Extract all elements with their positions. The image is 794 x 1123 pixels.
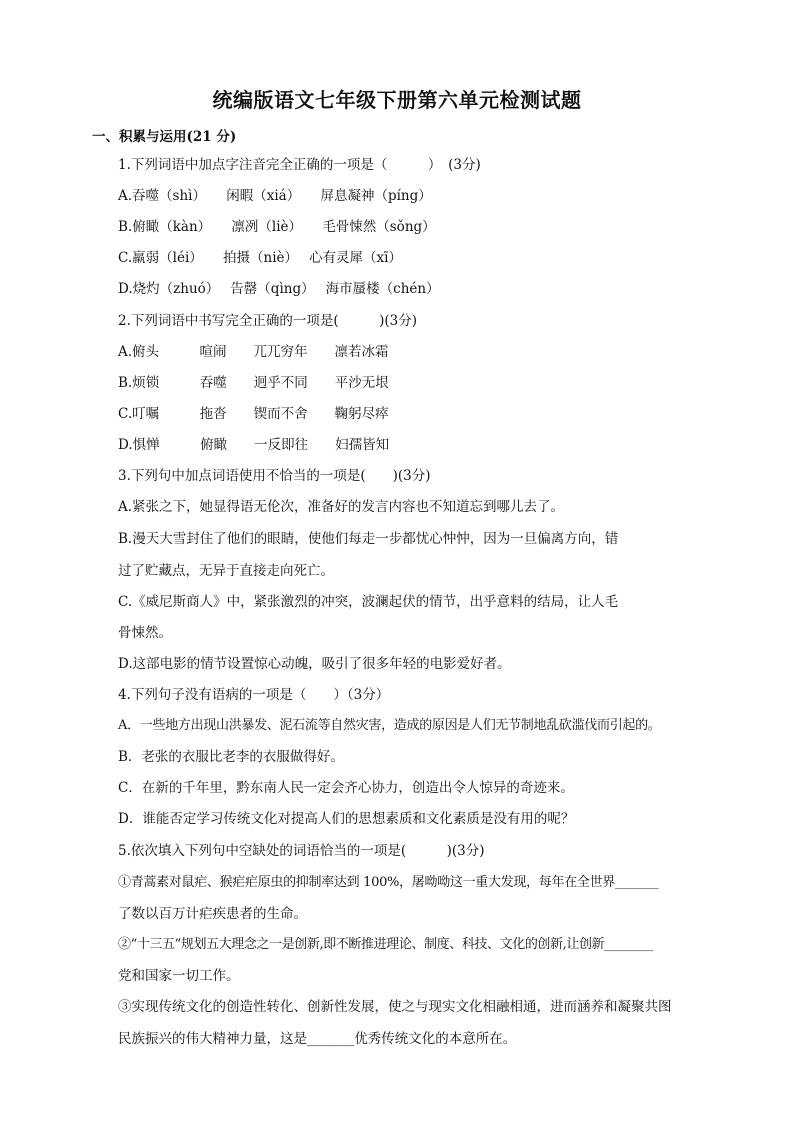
question-1-option-a: A.吞噬（shì） 闲暇（xiá） 屏息凝神（píng） — [118, 188, 432, 204]
question-4-option-c: C．在新的千年里，黔东南人民一定会齐心协力，创造出令人惊异的奇迹来。 — [118, 780, 574, 796]
question-2-option-c: C.叮嘱 拖沓 锲而不舍 鞠躬尽瘁 — [118, 406, 389, 422]
question-2-option-b: B.烦锁 吞噬 迥乎不同 平沙无垠 — [118, 375, 389, 391]
question-1-option-d: D.烧灼（zhuó） 告罄（qìng） 海市蜃楼（chén） — [118, 281, 440, 297]
question-4-option-b: B．老张的衣服比老李的衣服做得好。 — [118, 749, 344, 765]
question-1-option-b: B.俯瞰（kàn） 凛冽（liè） 毛骨悚然（sǒng） — [118, 219, 436, 235]
question-5-sentence-3-cont: 民族振兴的伟大精神力量，这是_______优秀传统文化的本意所在。 — [118, 1031, 517, 1047]
question-3-option-b: B.漫天大雪封住了他们的眼睛，使他们每走一步都忧心忡忡，因为一旦偏离方向，错 — [118, 531, 619, 547]
page-title: 统编版语文七年级下册第六单元检测试题 — [212, 88, 582, 112]
question-3-option-d: D.这部电影的情节设置惊心动魄，吸引了很多年轻的电影爱好者。 — [118, 656, 511, 672]
question-3-stem: 3.下列句中加点词语使用不恰当的一项是( )(3分) — [118, 468, 431, 484]
question-1-option-c: C.羸弱（léi） 拍摄（niè） 心有灵犀（xī） — [118, 250, 402, 266]
question-5-sentence-3: ③实现传统文化的创造性转化、创新性发展，使之与现实文化相融相通，进而涵养和凝聚共图 — [118, 999, 672, 1015]
question-5-sentence-1: ①青蒿素对鼠疟、猴疟疟原虫的抑制率达到 100%，屠呦呦这一重大发现，每年在全世界_______ — [118, 875, 659, 890]
question-3-option-b-cont: 过了贮藏点，无异于直接走向死亡。 — [118, 563, 334, 579]
question-3-option-a: A.紧张之下，她显得语无伦次，准备好的发言内容也不知道忘到哪儿去了。 — [118, 499, 565, 515]
question-1-stem: 1.下列词语中加点字注音完全正确的一项是（ ） (3分) — [118, 157, 481, 173]
question-4-option-d: D．谁能否定学习传统文化对提高人们的思想素质和文化素质是没有用的呢？ — [118, 811, 575, 827]
question-5-sentence-2-cont: 党和国家一切工作。 — [118, 968, 240, 984]
section-heading: 一、积累与运用(21 分) — [92, 129, 237, 145]
question-5-sentence-1-cont: 了数以百万计疟疾患者的生命。 — [118, 906, 307, 922]
question-4-stem: 4.下列句子没有语病的一项是（ ）（3分） — [118, 687, 390, 703]
question-2-stem: 2.下列词语中书写完全正确的一项是( )(3分) — [118, 313, 418, 329]
question-5-stem: 5.依次填入下列句中空缺处的词语恰当的一项是( )(3分) — [118, 843, 485, 859]
question-4-option-a: A．一些地方出现山洪暴发、泥石流等自然灾害，造成的原因是人们无节制地乱砍滥伐而引起的。 — [118, 718, 661, 733]
question-5-sentence-2: ②“十三五”规划五大理念之一是创新,即不断推进理论、制度、科技、文化的创新,让创新________ — [118, 937, 653, 952]
question-2-option-a: A.俯头 喧闹 兀兀穷年 凛若冰霜 — [118, 344, 389, 360]
question-3-option-c: C.《威尼斯商人》中，紧张激烈的冲突，波澜起伏的情节，出乎意料的结局，让人毛 — [118, 594, 619, 610]
question-2-option-d: D.惧惮 俯瞰 一反即往 妇孺皆知 — [118, 437, 390, 453]
question-3-option-c-cont: 骨悚然。 — [118, 625, 172, 641]
